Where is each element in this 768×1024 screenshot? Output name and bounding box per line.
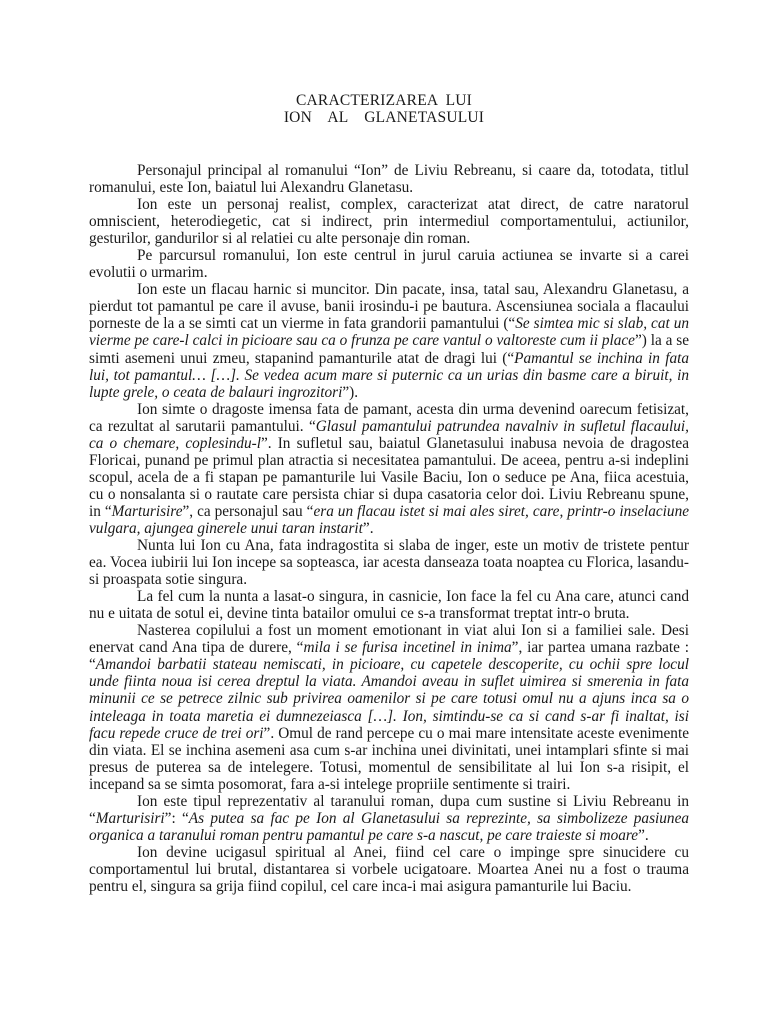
body-text-run: ”. Omul de rand percepe cu o mai mare intensitate aceste evenimente din viata. El se inchina asemeni asa cum s-ar inchina unei divinitati, unei intamplari sfinte si mai presus de puterea sa de intelegere. Totusi, momentul de sensibilitate al lui Ion s-a risipit, el incepand sa se simta posomorat, fara a-si intelege propriile sentimente si trairi. (89, 724, 689, 793)
quote-text: Pamantul se inchina in fata lui, tot pamantul… […]. Se vedea acum mare si puternic ca un urias din basme care a biruit, in lupte grele, o ceata de balauri ingrozitori (89, 349, 689, 401)
body-text-run: Ion devine ucigasul spiritual al Anei, fiind cel care o impinge spre sinucidere cu comportamentul lui brutal, distantarea si vorbele ucigatoare. Moartea Anei nu a fost o trauma pentru el, singura sa grija fiind copilul, cel care inca-i mai asigura pamanturile lui Baciu. (89, 843, 689, 895)
quote-text: Marturisiri (95, 809, 165, 827)
body-text-run: ”). (342, 383, 359, 401)
quote-text: Amandoi barbatii stateau nemiscati, in picioare, cu capetele descoperite, cu ochii spre locul unde fiinta noua isi cerea dreptul la viata. Amandoi aveau in suflet uimirea si smerenia in fata minunii ce se petrece zilnic sub privirea oamenilor si pe care totusi omul nu a ajuns inca sa o inteleaga in toata maretia ei dumnezeiasca […]. Ion, simtindu-se ca si cand s-ar fi inaltat, isi facu repede cruce de trei ori (89, 656, 689, 742)
body-text-run: ”. (638, 826, 649, 844)
body-text-run: Pe parcursul romanului, Ion este centrul in jurul caruia actiunea se invarte si a carei evolutii o urmarim. (89, 247, 689, 282)
quote-text: Marturisire (111, 502, 183, 520)
paragraph-2 (89, 196, 689, 247)
paragraph-8 (89, 622, 689, 792)
document-title (0, 92, 768, 126)
body-text-run: ”, ca personajul sau “ (182, 502, 314, 520)
body-text-run: Ion simte o dragoste imensa fata de pamant, acesta din urma devenind oarecum fetisizat, ca rezultat al sarutarii pamantului. “ (89, 400, 689, 435)
paragraph-1 (89, 162, 689, 196)
title-line-1: CARACTERIZAREA LUI (295, 92, 473, 109)
document-body (89, 162, 689, 895)
body-text-run: Nunta lui Ion cu Ana, fata indragostita si slaba de inger, este un motiv de tristete pentur ea. Vocea iubirii lui Ion incepe sa sopteasca, iar acesta danseaza toata noaptea cu Florica, lasandu-si proaspata sotie singura. (89, 537, 689, 589)
body-text-run: Ion este tipul reprezentativ al taranului roman, dupa cum sustine si Liviu Rebreanu in “ (89, 792, 689, 827)
quote-text: era un flacau istet si mai ales siret, care, printr-o inselaciune vulgara, ajungea ginerele unui taran instarit (89, 502, 690, 537)
body-text-run: ”. In sufletul sau, baiatul Glanetasului inabusa nevoia de dragostea Floricai, punand pe primul plan atractia si necesitatea pamantului. De aceea, pentru a-si indeplini scopul, acela de a fi stapan pe pamanturile lui Vasile Baciu, Ion o seduce pe Ana, fiica acestuia, cu o nonsalanta si o rautate care persista chiar si dupa casatoria celor doi. Liviu Rebreanu spune, in “ (89, 434, 689, 520)
paragraph-6 (89, 537, 689, 588)
paragraph-9 (89, 793, 689, 844)
body-text-run: Nasterea copilului a fost un moment emotionant in viat alui Ion si a familiei sale. Desi enervat cand Ana tipa de durere, “ (89, 622, 689, 657)
quote-text: Glasul pamantului patrundea navalniv in sufletul flacaului, ca o chemare, coplesindu-l (89, 417, 689, 452)
body-text-run: Ion este un flacau harnic si muncitor. Din pacate, insa, tatal sau, Alexandru Glanetasu, a pierdut tot pamantul pe care il avuse, banii irosindu-i pe bautura. Ascensiunea sociala a flacaului porneste de la a se simti cat un vierme in fata grandorii pamantului (“ (89, 281, 689, 333)
body-text-run: ”. (362, 519, 374, 537)
paragraph-7 (89, 588, 689, 622)
paragraph-10 (89, 844, 689, 895)
quote-text: As putea sa fac pe Ion al Glanetasului sa reprezinte, sa simbolizeze pasiunea organica a taranului roman pentru pamantul pe care s-a nascut, pe care traieste si moare (89, 809, 690, 844)
body-text-run: ”) la a se simti asemeni unui zmeu, stapanind pamanturile atat de dragi lui (“ (89, 332, 689, 367)
body-text-run: Personajul principal al romanului “Ion” de Liviu Rebreanu, si caare da, totodata, titlul romanului, este Ion, baiatul lui Alexandru Glanetasu. (89, 162, 689, 197)
body-text-run: La fel cum la nunta a lasat-o singura, in casnicie, Ion face la fel cu Ana care, atunci cand nu e uitata de sotul ei, devine tinta batailor omului ce s-a transformat treptat intr-o bruta. (89, 588, 689, 623)
quote-text: mila i se furisa incetinel in inima (303, 639, 512, 657)
paragraph-4 (89, 281, 689, 400)
body-text-run: Ion este un personaj realist, complex, caracterizat atat direct, de catre naratorul omniscient, heterodiegetic, cat si indirect, prin intermediul comportamentului, actiunilor, gesturilor, gandurilor si al relatiei cu alte personaje din roman. (89, 196, 689, 248)
title-line-2: ION AL GLANETASULUI (283, 109, 485, 126)
body-text-run: ”, iar partea umana razbate : “ (89, 639, 690, 674)
body-text-run: ”: “ (164, 809, 189, 827)
quote-text: Se simtea mic si slab, cat un vierme pe care-l calci in picioare sau ca o frunza pe care vantul o valtoreste cum ii place (89, 315, 690, 350)
paragraph-5 (89, 401, 689, 537)
paragraph-3 (89, 247, 689, 281)
